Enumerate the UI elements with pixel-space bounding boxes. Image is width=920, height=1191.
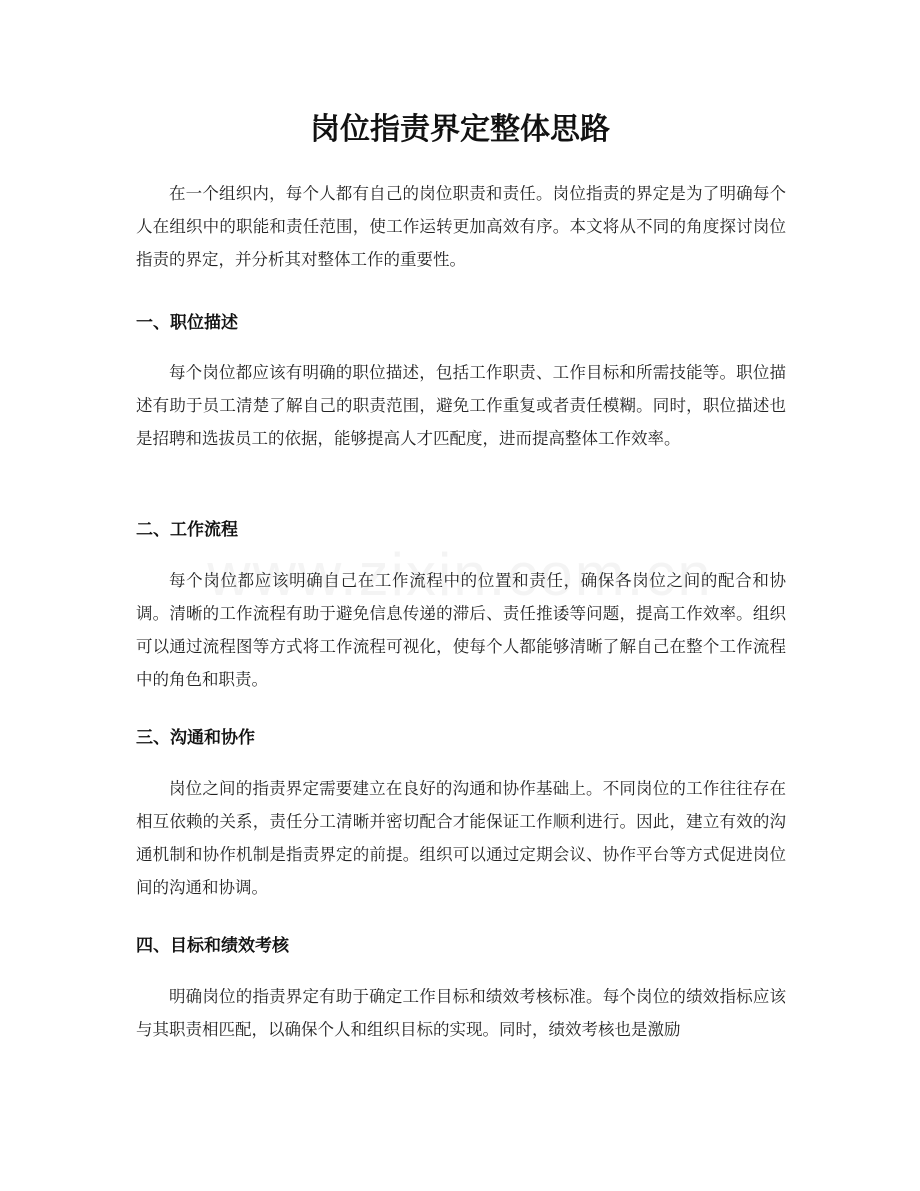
section-heading-4: 四、目标和绩效考核 xyxy=(136,936,289,956)
section-body-2: 每个岗位都应该明确自己在工作流程中的位置和责任，确保各岗位之间的配合和协调。清晰的工作流程有助于避免信息传递的滞后、责任推诿等问题，提高工作效率。组织可以通过流程图等方式将工作流程可视化，使每个人都能够清晰了解自己在整个工作流程中的角色和职责。 xyxy=(136,571,786,689)
section-body-1: 每个岗位都应该有明确的职位描述，包括工作职责、工作目标和所需技能等。职位描述有助于员工清楚了解自己的职责范围，避免工作重复或者责任模糊。同时，职位描述也是招聘和选拔员工的依据，能够提高人才匹配度，进而提高整体工作效率。 xyxy=(136,363,786,448)
page-title: 岗位指责界定整体思路 xyxy=(310,112,610,147)
section-heading-1: 一、职位描述 xyxy=(136,313,238,333)
intro-paragraph: 在一个组织内，每个人都有自己的岗位职责和责任。岗位指责的界定是为了明确每个人在组织中的职能和责任范围，使工作运转更加高效有序。本文将从不同的角度探讨岗位指责的界定，并分析其对整体工作的重要性。 xyxy=(136,184,786,269)
section-heading-3: 三、沟通和协作 xyxy=(136,728,255,748)
section-body-3: 岗位之间的指责界定需要建立在良好的沟通和协作基础上。不同岗位的工作往往存在相互依赖的关系，责任分工清晰并密切配合才能保证工作顺利进行。因此，建立有效的沟通机制和协作机制是指责界定的前提。组织可以通过定期会议、协作平台等方式促进岗位间的沟通和协调。 xyxy=(136,779,786,897)
section-body-4: 明确岗位的指责界定有助于确定工作目标和绩效考核标准。每个岗位的绩效指标应该与其职责相匹配，以确保个人和组织目标的实现。同时，绩效考核也是激励 xyxy=(136,987,786,1039)
section-heading-2: 二、工作流程 xyxy=(136,520,238,540)
